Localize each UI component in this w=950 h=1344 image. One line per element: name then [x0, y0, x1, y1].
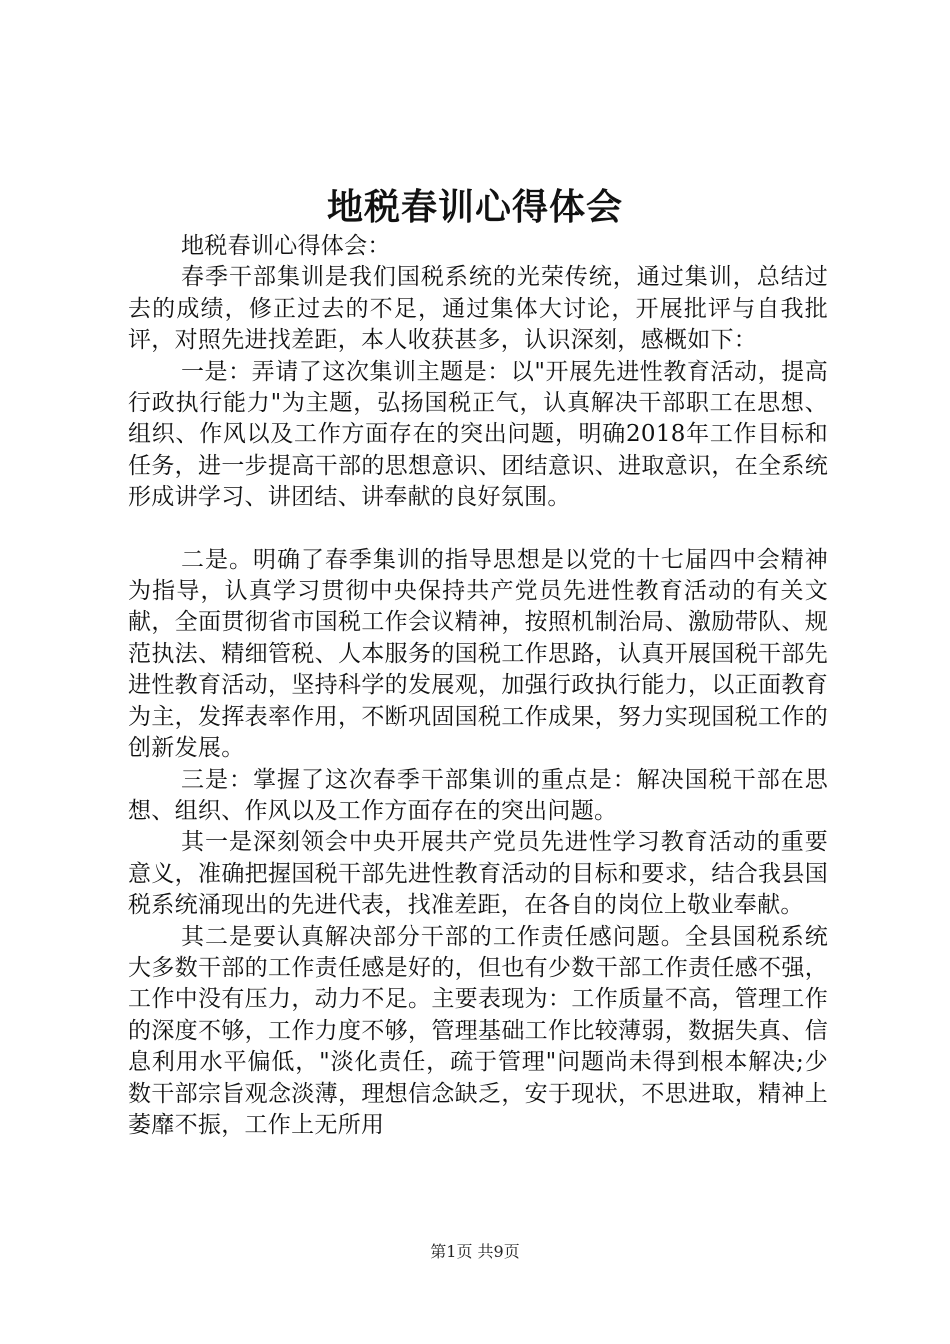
- paragraph-point-two: 二是。明确了春季集训的指导思想是以党的十七届四中会精神为指导，认真学习贯彻中央保持共产党员先进性教育活动的有关文献，全面贯彻省市国税工作会议精神，按照机制治局、激励带队、规范执法、精细管税、人本服务的国税工作思路，认真开展国税干部先进性教育活动，坚持科学的发展观，加强行政执行能力，以正面教育为主，发挥表率作用，不断巩固国税工作成果，努力实现国税工作的创新发展。: [128, 546, 828, 762]
- paragraph-intro: 地税春训心得体会：: [181, 233, 391, 259]
- paragraph-point-three: 三是：掌握了这次春季干部集训的重点是：解决国税干部在思想、组织、作风以及工作方面存在的突出问题。: [128, 766, 828, 824]
- paragraph-spring-training: 春季干部集训是我们国税系统的光荣传统，通过集训，总结过去的成绩，修正过去的不足，通过集体大讨论，开展批评与自我批评，对照先进找差距，本人收获甚多，认识深刻，感概如下：: [128, 264, 828, 354]
- document-body: [128, 231, 828, 1141]
- paragraph-sub-one: 其一是深刻领会中央开展共产党员先进性学习教育活动的重要意义，准确把握国税干部先进性教育活动的目标和要求，结合我县国税系统涌现出的先进代表，找准差距，在各自的岗位上敬业奉献。: [128, 829, 828, 919]
- page-number-footer: 第1页 共9页: [430, 1242, 520, 1261]
- document-title: 地税春训心得体会: [326, 187, 623, 228]
- paragraph-point-one: 一是：弄请了这次集训主题是：以"开展先进性教育活动，提高行政执行能力"为主题，弘扬国税正气，认真解决干部职工在思想、组织、作风以及工作方面存在的突出问题，明确2018年工作目标和任务，进一步提高干部的思想意识、团结意识、进取意识，在全系统形成讲学习、讲团结、讲奉献的良好氛围。: [128, 358, 828, 511]
- paragraph-sub-two: 其二是要认真解决部分干部的工作责任感问题。全县国税系统大多数干部的工作责任感是好的，但也有少数干部工作责任感不强，工作中没有压力，动力不足。主要表现为：工作质量不高，管理工作的深度不够，工作力度不够，管理基础工作比较薄弱，数据失真、信息利用水平偏低，"淡化责任，疏于管理"问题尚未得到根本解决;少数干部宗旨观念淡薄，理想信念缺乏，安于现状，不思进取，精神上萎靡不振，工作上无所用: [128, 923, 828, 1138]
